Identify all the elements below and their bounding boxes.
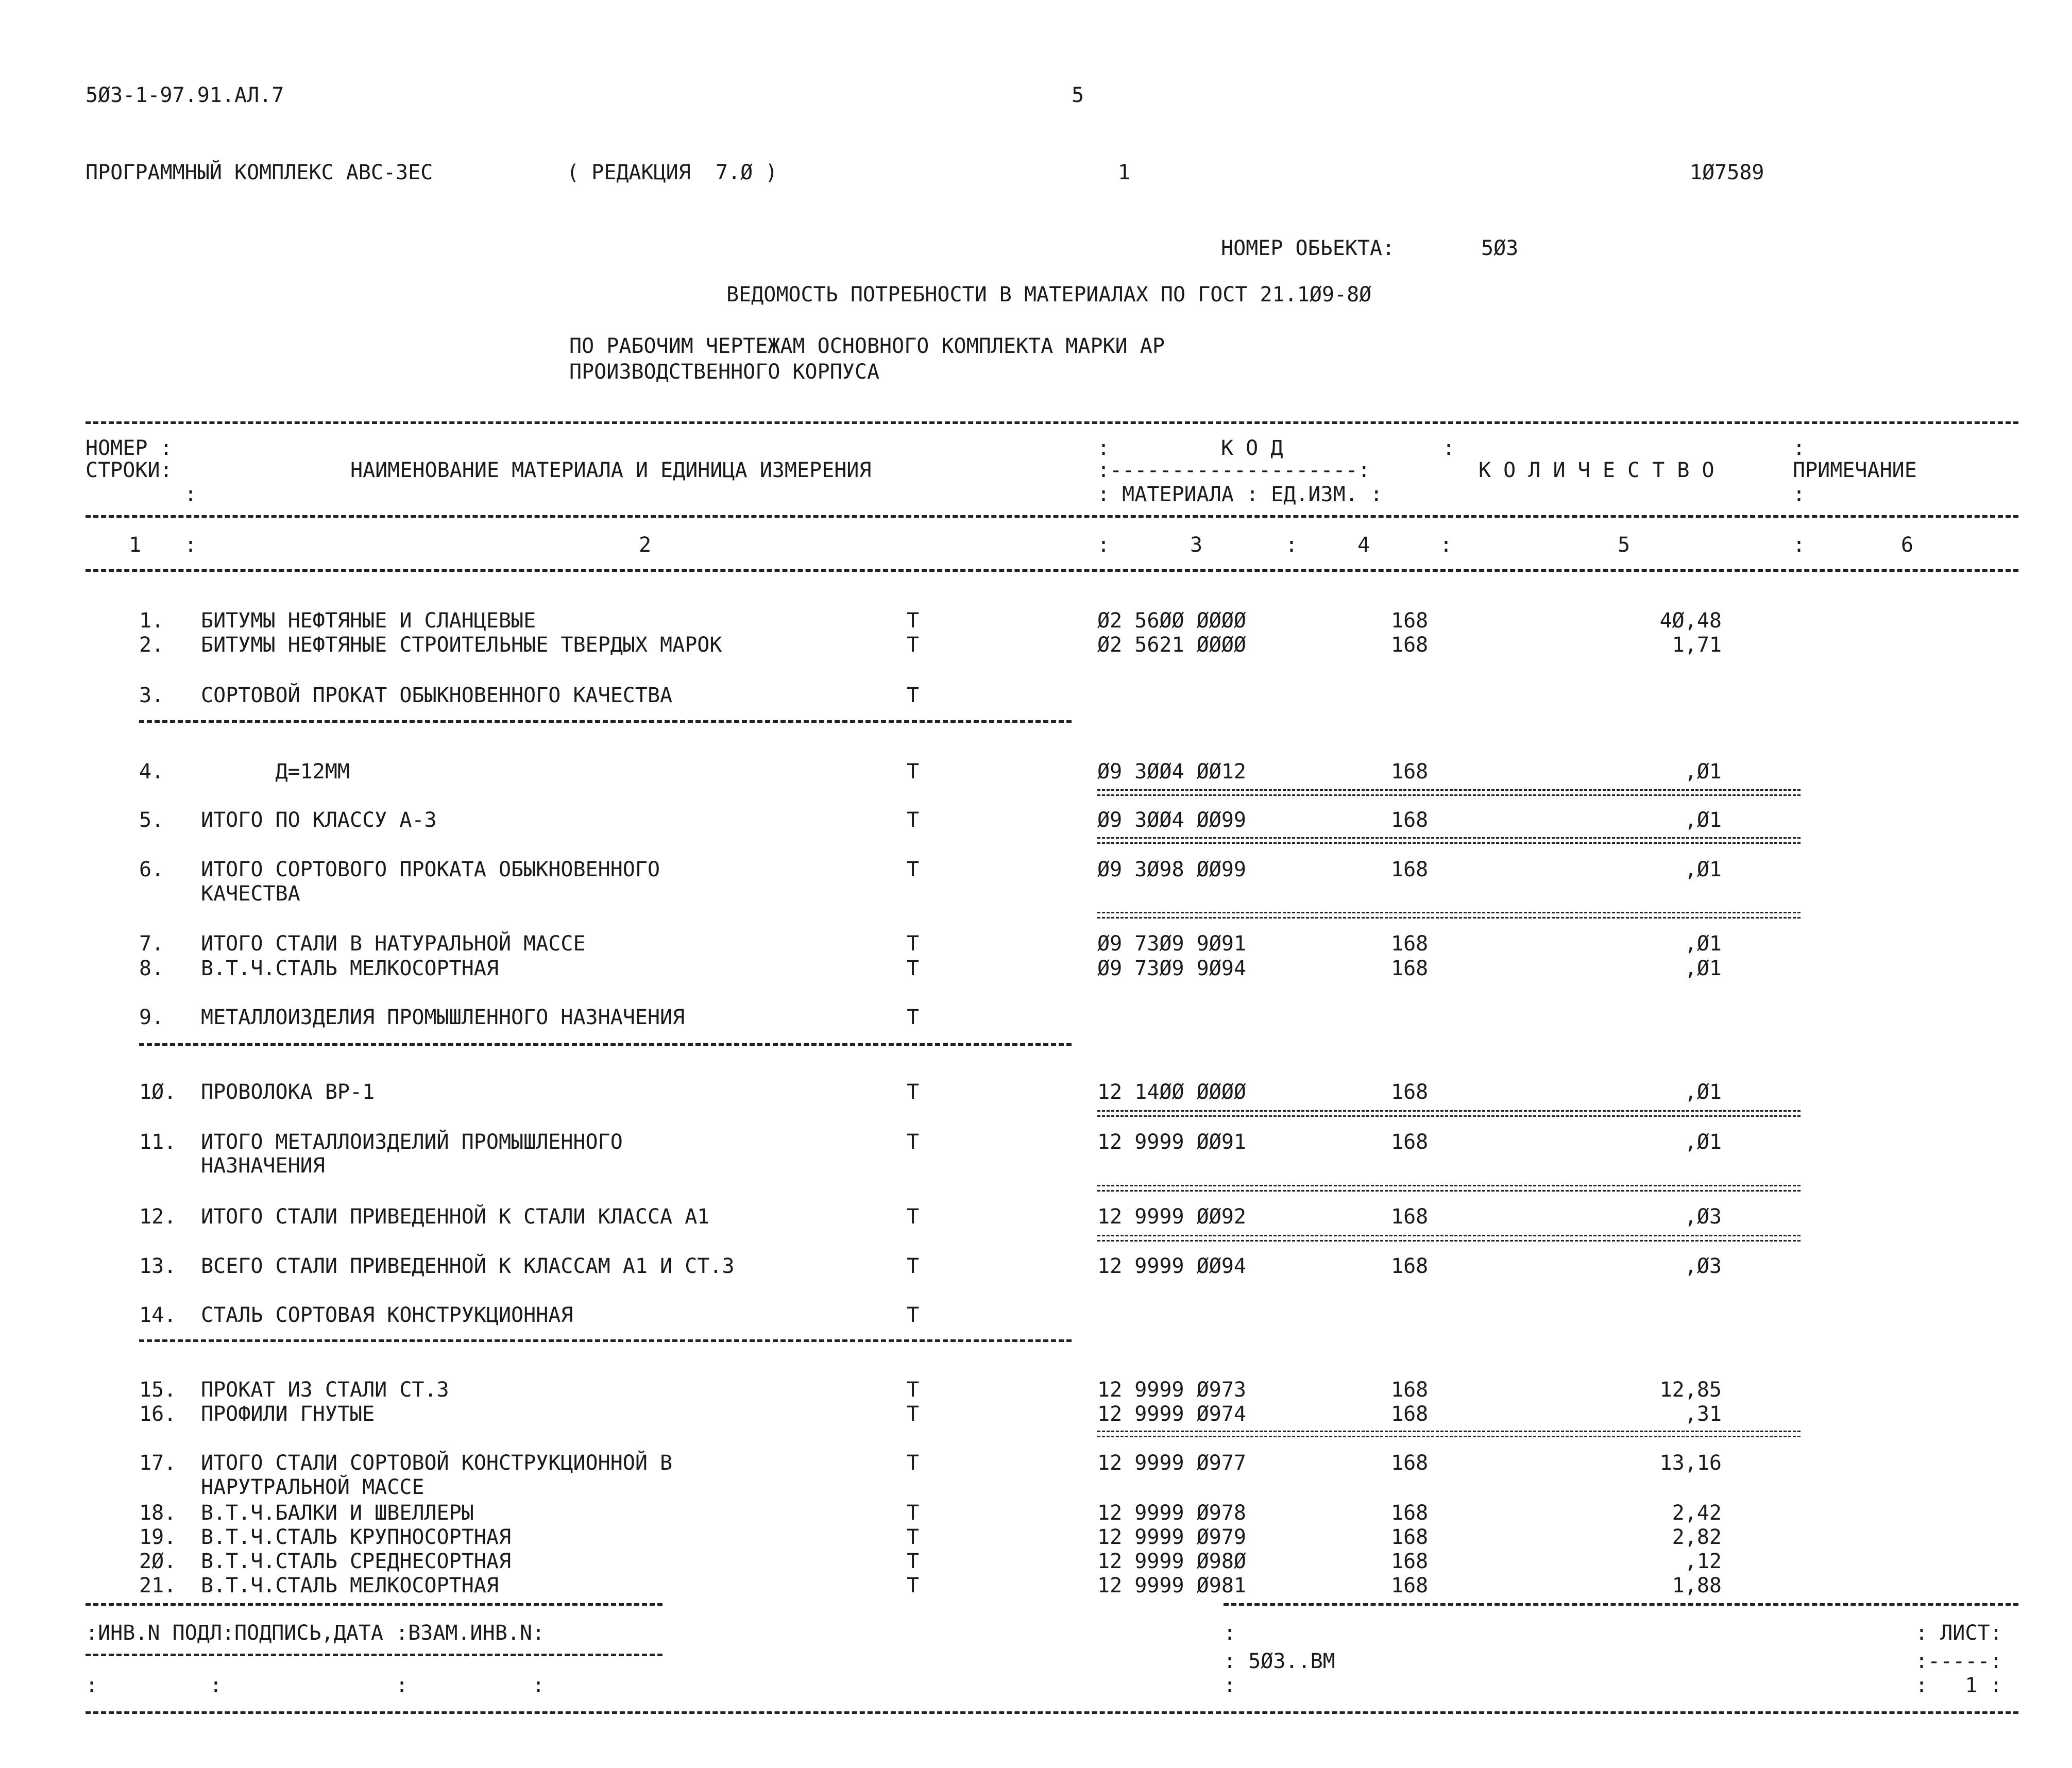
- col-code-divider: :--------------------:: [1097, 458, 1370, 482]
- row-unit: Т: [907, 1080, 920, 1104]
- col-note-sep-1: :: [1793, 436, 1806, 460]
- row-name: ИТОГО СТАЛИ ПРИВЕДЕННОЙ К СТАЛИ КЛАССА А1: [201, 1205, 710, 1229]
- header-bottom-rule: [86, 569, 2018, 572]
- row-unit: Т: [907, 1525, 920, 1549]
- col-note-header: ПРИМЕЧАНИЕ: [1793, 458, 1917, 482]
- sheet-divider: :-----:: [1915, 1650, 2002, 1673]
- row-number: 4.: [139, 760, 164, 784]
- group-rule: [139, 1043, 1072, 1046]
- row-material-code: 12 9999 Ø974: [1097, 1402, 1246, 1426]
- row-quantity: 2,82: [1672, 1525, 1722, 1549]
- document-title: ВЕДОМОСТЬ ПОТРЕБНОСТИ В МАТЕРИАЛАХ ПО ГОСТ 21.1Ø9-8Ø: [726, 283, 1372, 307]
- doc-ref-sep-top: :: [1224, 1621, 1236, 1645]
- col-code-sep-1: :: [1097, 436, 1110, 460]
- row-name: БИТУМЫ НЕФТЯНЫЕ И СЛАНЦЕВЫЕ: [201, 609, 536, 633]
- row-number: 1Ø.: [139, 1080, 177, 1104]
- row-quantity: ,Ø1: [1684, 760, 1722, 784]
- row-quantity: 13,16: [1659, 1451, 1722, 1475]
- program-name: ПРОГРАММНЫЙ КОМПЛЕКС АВС-3ЕС: [86, 161, 433, 184]
- row-unit: Т: [907, 957, 920, 980]
- row-material-code: 12 9999 ØØ92: [1097, 1205, 1246, 1229]
- row-material-code: Ø9 3ØØ4 ØØ99: [1097, 808, 1246, 832]
- doc-code: 5Ø3-1-97.91.АЛ.7: [86, 83, 284, 107]
- row-name: ИТОГО МЕТАЛЛОИЗДЕЛИЙ ПРОМЫШЛЕННОГО: [201, 1130, 623, 1154]
- row-quantity: ,31: [1684, 1402, 1722, 1426]
- row-unit: Т: [907, 1006, 920, 1029]
- row-quantity: 12,85: [1659, 1378, 1722, 1402]
- row-unit-code: 168: [1391, 609, 1429, 633]
- row-name: Д=12ММ: [201, 760, 350, 784]
- row-unit: Т: [907, 684, 920, 707]
- row-name: В.Т.Ч.СТАЛЬ МЕЛКОСОРТНАЯ: [201, 1574, 499, 1597]
- row-material-code: Ø2 5621 ØØØØ: [1097, 633, 1246, 657]
- row-name: В.Т.Ч.СТАЛЬ СРЕДНЕСОРТНАЯ: [201, 1550, 512, 1573]
- col-index-sep-5: :: [1793, 533, 1806, 557]
- col-code-subheader: : МАТЕРИАЛА : ЕД.ИЗМ. :: [1097, 483, 1383, 506]
- row-unit-code: 168: [1391, 932, 1429, 956]
- row-unit-code: 168: [1391, 1525, 1429, 1549]
- job-id: 1Ø7589: [1690, 161, 1764, 184]
- col-num-label-2: СТРОКИ:: [86, 458, 173, 482]
- row-quantity: ,Ø1: [1684, 808, 1722, 832]
- row-unit: Т: [907, 1130, 920, 1154]
- row-number: 16.: [139, 1402, 177, 1426]
- col-index-4: 4: [1357, 533, 1370, 557]
- page-bottom-rule: [86, 1711, 2018, 1714]
- row-number: 6.: [139, 858, 164, 881]
- total-rule: [1097, 1110, 1801, 1117]
- row-number: 8.: [139, 957, 164, 980]
- col-index-5: 5: [1618, 533, 1631, 557]
- row-material-code: 12 9999 ØØ94: [1097, 1254, 1246, 1278]
- row-quantity: 2,42: [1672, 1501, 1722, 1525]
- row-unit: Т: [907, 760, 920, 784]
- row-material-code: 12 9999 ØØ91: [1097, 1130, 1246, 1154]
- total-rule: [1097, 789, 1801, 796]
- row-name: СОРТОВОЙ ПРОКАТ ОБЫКНОВЕННОГО КАЧЕСТВА: [201, 684, 673, 707]
- row-material-code: Ø9 73Ø9 9Ø94: [1097, 957, 1246, 980]
- row-unit: Т: [907, 858, 920, 881]
- row-quantity: ,Ø3: [1684, 1205, 1722, 1229]
- run-number: 1: [1118, 161, 1131, 184]
- row-unit-code: 168: [1391, 1080, 1429, 1104]
- total-rule: [1097, 912, 1801, 919]
- row-quantity: ,Ø1: [1684, 1130, 1722, 1154]
- row-number: 21.: [139, 1574, 177, 1597]
- row-name: ИТОГО СТАЛИ В НАТУРАЛЬНОЙ МАССЕ: [201, 932, 586, 956]
- row-number: 15.: [139, 1378, 177, 1402]
- row-material-code: Ø9 3ØØ4 ØØ12: [1097, 760, 1246, 784]
- row-name-cont: КАЧЕСТВА: [201, 882, 300, 906]
- col-name-header: НАИМЕНОВАНИЕ МАТЕРИАЛА И ЕДИНИЦА ИЗМЕРЕНИЯ: [350, 458, 872, 482]
- total-rule: [1097, 1235, 1801, 1242]
- row-quantity: ,Ø1: [1684, 1080, 1722, 1104]
- col-index-sep-2: :: [1097, 533, 1110, 557]
- row-name: В.Т.Ч.СТАЛЬ КРУПНОСОРТНАЯ: [201, 1525, 512, 1549]
- row-name: ИТОГО СОРТОВОГО ПРОКАТА ОБЫКНОВЕННОГО: [201, 858, 660, 881]
- stamp-fields: :ИНВ.N ПОДЛ:ПОДПИСЬ,ДАТА :ВЗАМ.ИНВ.N:: [86, 1621, 545, 1645]
- row-name: ИТОГО ПО КЛАССУ А-3: [201, 808, 437, 832]
- row-number: 18.: [139, 1501, 177, 1525]
- row-material-code: 12 9999 Ø977: [1097, 1451, 1246, 1475]
- row-unit: Т: [907, 1402, 920, 1426]
- stamp-blank-row: : : : :: [86, 1674, 545, 1697]
- total-rule: [1097, 1431, 1801, 1437]
- row-unit-code: 168: [1391, 760, 1429, 784]
- stamp-mid-rule: [86, 1654, 663, 1656]
- col-index-sep-3: :: [1285, 533, 1298, 557]
- row-quantity: ,Ø1: [1684, 858, 1722, 881]
- row-name: ИТОГО СТАЛИ СОРТОВОЙ КОНСТРУКЦИОННОЙ В: [201, 1451, 673, 1475]
- row-unit: Т: [907, 633, 920, 657]
- row-number: 17.: [139, 1451, 177, 1475]
- document-reference: : 5Ø3..ВМ: [1224, 1650, 1335, 1673]
- row-number: 5.: [139, 808, 164, 832]
- row-unit: Т: [907, 1501, 920, 1525]
- row-unit: Т: [907, 609, 920, 633]
- row-unit-code: 168: [1391, 957, 1429, 980]
- row-unit-code: 168: [1391, 1254, 1429, 1278]
- row-unit-code: 168: [1391, 633, 1429, 657]
- col-note-sep-3: :: [1793, 483, 1806, 506]
- group-rule: [139, 1339, 1072, 1342]
- row-unit: Т: [907, 1378, 920, 1402]
- page-number: 5: [1072, 83, 1084, 107]
- row-name-cont: НАРУТРАЛЬНОЙ МАССЕ: [201, 1475, 424, 1499]
- row-unit-code: 168: [1391, 1130, 1429, 1154]
- row-quantity: 4Ø,48: [1659, 609, 1722, 633]
- document-subtitle-2: ПРОИЗВОДСТВЕННОГО КОРПУСА: [569, 360, 880, 384]
- row-number: 1.: [139, 609, 164, 633]
- row-unit: Т: [907, 932, 920, 956]
- row-quantity: 1,88: [1672, 1574, 1722, 1597]
- row-material-code: 12 9999 Ø973: [1097, 1378, 1246, 1402]
- row-material-code: 12 9999 Ø978: [1097, 1501, 1246, 1525]
- total-rule: [1097, 1185, 1801, 1192]
- col-index-1: 1: [129, 533, 142, 557]
- row-unit: Т: [907, 1451, 920, 1475]
- row-unit: Т: [907, 1254, 920, 1278]
- row-name: БИТУМЫ НЕФТЯНЫЕ СТРОИТЕЛЬНЫЕ ТВЕРДЫХ МАРОК: [201, 633, 722, 657]
- row-name-cont: НАЗНАЧЕНИЯ: [201, 1154, 325, 1178]
- row-name: ПРОКАТ ИЗ СТАЛИ СТ.3: [201, 1378, 449, 1402]
- row-unit: Т: [907, 808, 920, 832]
- row-quantity: 1,71: [1672, 633, 1722, 657]
- row-unit-code: 168: [1391, 1205, 1429, 1229]
- row-number: 19.: [139, 1525, 177, 1549]
- row-unit: Т: [907, 1550, 920, 1573]
- group-rule: [139, 720, 1072, 723]
- row-name: В.Т.Ч.СТАЛЬ МЕЛКОСОРТНАЯ: [201, 957, 499, 980]
- col-qty-header: К О Л И Ч Е С Т В О: [1479, 458, 1714, 482]
- row-material-code: 12 9999 Ø98Ø: [1097, 1550, 1246, 1573]
- row-material-code: 12 9999 Ø981: [1097, 1574, 1246, 1597]
- row-name: СТАЛЬ СОРТОВАЯ КОНСТРУКЦИОННАЯ: [201, 1303, 573, 1327]
- col-index-sep-4: :: [1440, 533, 1453, 557]
- col-num-label-3: :: [184, 483, 197, 506]
- edition: ( РЕДАКЦИЯ 7.Ø ): [567, 161, 778, 184]
- row-unit-code: 168: [1391, 1574, 1429, 1597]
- col-index-2: 2: [639, 533, 652, 557]
- row-unit-code: 168: [1391, 858, 1429, 881]
- col-code-sep-2: :: [1442, 436, 1455, 460]
- col-index-6: 6: [1901, 533, 1914, 557]
- stamp-top-rule-left: [86, 1603, 663, 1606]
- col-code-header: К О Д: [1221, 436, 1283, 460]
- sheet-number: : 1 :: [1915, 1674, 2002, 1697]
- row-quantity: ,Ø3: [1684, 1254, 1722, 1278]
- row-unit-code: 168: [1391, 808, 1429, 832]
- row-unit-code: 168: [1391, 1451, 1429, 1475]
- doc-ref-sep-bottom: :: [1224, 1674, 1236, 1697]
- row-number: 7.: [139, 932, 164, 956]
- row-name: ВСЕГО СТАЛИ ПРИВЕДЕННОЙ К КЛАССАМ А1 И СТ.3: [201, 1254, 735, 1278]
- header-top-rule: [86, 421, 2018, 424]
- row-unit-code: 168: [1391, 1550, 1429, 1573]
- col-num-label-1: НОМЕР :: [86, 436, 173, 460]
- row-number: 2.: [139, 633, 164, 657]
- row-quantity: ,12: [1684, 1550, 1722, 1573]
- sheet-label: : ЛИСТ:: [1915, 1621, 2002, 1645]
- header-mid-rule: [86, 515, 2018, 518]
- row-quantity: ,Ø1: [1684, 957, 1722, 980]
- row-material-code: Ø2 56ØØ ØØØØ: [1097, 609, 1246, 633]
- row-material-code: 12 14ØØ ØØØØ: [1097, 1080, 1246, 1104]
- row-name: ПРОВОЛОКА ВР-1: [201, 1080, 375, 1104]
- row-material-code: Ø9 73Ø9 9Ø91: [1097, 932, 1246, 956]
- row-unit: Т: [907, 1303, 920, 1327]
- row-number: 11.: [139, 1130, 177, 1154]
- row-material-code: Ø9 3Ø98 ØØ99: [1097, 858, 1246, 881]
- row-number: 13.: [139, 1254, 177, 1278]
- row-material-code: 12 9999 Ø979: [1097, 1525, 1246, 1549]
- row-unit-code: 168: [1391, 1501, 1429, 1525]
- row-quantity: ,Ø1: [1684, 932, 1722, 956]
- object-number: 5Ø3: [1481, 236, 1519, 260]
- total-rule: [1097, 837, 1801, 844]
- row-unit: Т: [907, 1205, 920, 1229]
- row-number: 14.: [139, 1303, 177, 1327]
- object-label: НОМЕР ОБЬЕКТА:: [1221, 236, 1395, 260]
- row-unit-code: 168: [1391, 1402, 1429, 1426]
- row-unit-code: 168: [1391, 1378, 1429, 1402]
- row-number: 12.: [139, 1205, 177, 1229]
- row-unit: Т: [907, 1574, 920, 1597]
- document-subtitle-1: ПО РАБОЧИМ ЧЕРТЕЖАМ ОСНОВНОГО КОМПЛЕКТА МАРКИ АР: [569, 334, 1165, 358]
- row-number: 2Ø.: [139, 1550, 177, 1573]
- col-index-sep-1: :: [184, 533, 197, 557]
- row-number: 3.: [139, 684, 164, 707]
- row-number: 9.: [139, 1006, 164, 1029]
- row-name: МЕТАЛЛОИЗДЕЛИЯ ПРОМЫШЛЕННОГО НАЗНАЧЕНИЯ: [201, 1006, 685, 1029]
- stamp-top-rule-right: [1224, 1603, 2018, 1606]
- row-name: В.Т.Ч.БАЛКИ И ШВЕЛЛЕРЫ: [201, 1501, 474, 1525]
- row-name: ПРОФИЛИ ГНУТЫЕ: [201, 1402, 375, 1426]
- col-index-3: 3: [1190, 533, 1203, 557]
